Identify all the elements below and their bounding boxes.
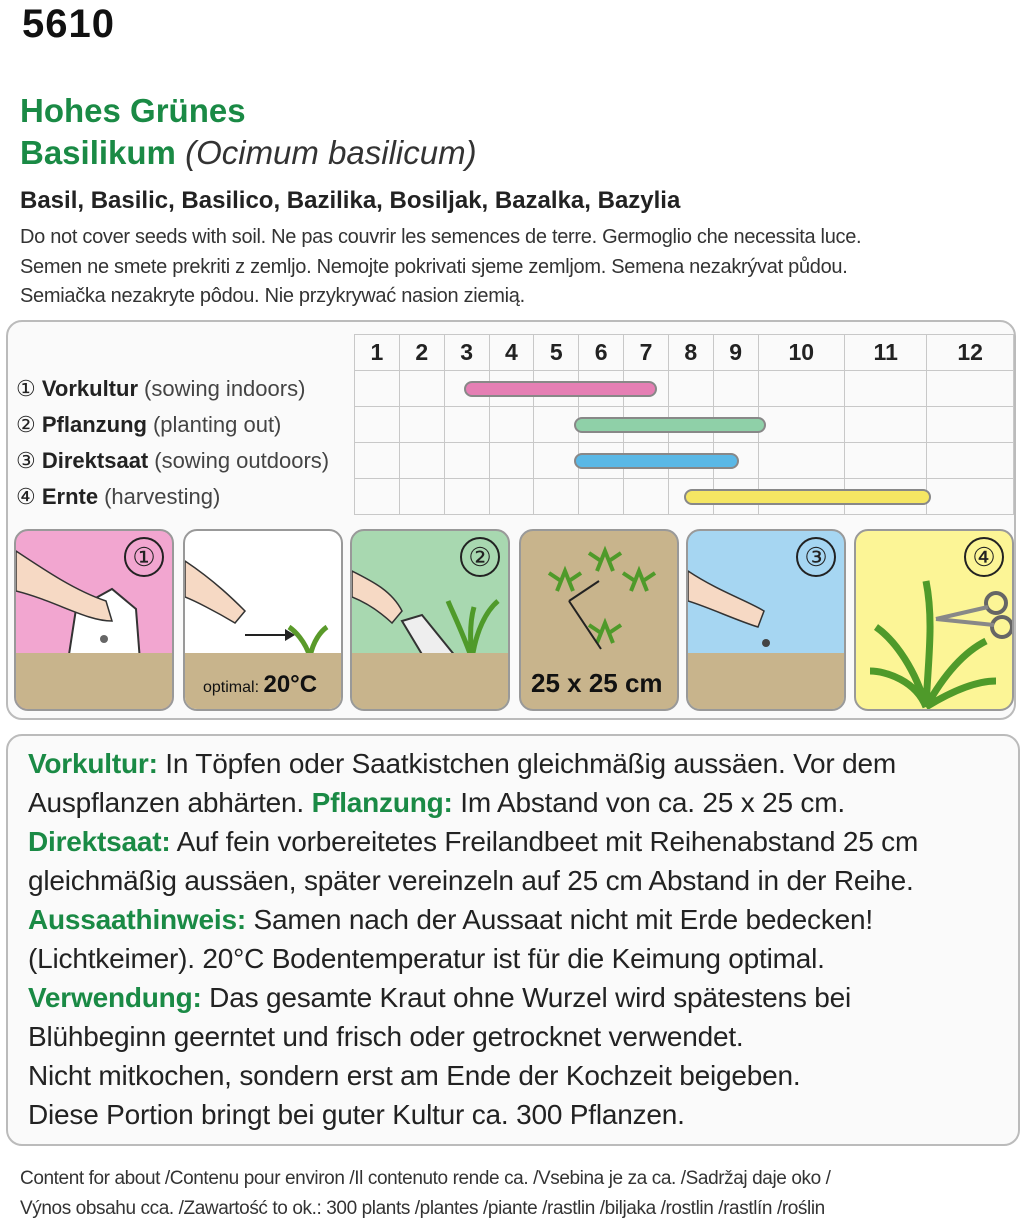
- scissors-harvest-icon: [856, 531, 1014, 711]
- month-12: 12: [927, 335, 1014, 371]
- month-4: 4: [489, 335, 534, 371]
- calendar-bar-pflanzung: [574, 417, 766, 433]
- row-title-en: (harvesting): [104, 483, 221, 509]
- step-number-badge: ③: [796, 537, 836, 577]
- instruction-line-5: [28, 904, 873, 936]
- pictogram-spacing: [519, 529, 679, 711]
- keyword-aussaathinweis: Aussaathinweis:: [28, 904, 246, 935]
- row-label: [12, 443, 355, 479]
- keyword-vorkultur: Vorkultur:: [28, 748, 158, 779]
- row-number: ①: [16, 375, 36, 401]
- month-5: 5: [534, 335, 579, 371]
- row-title-de: Vorkultur: [41, 375, 139, 401]
- month-10: 10: [758, 335, 844, 371]
- product-title-line2: [20, 134, 477, 172]
- calendar-row-pflanzung: [12, 407, 1014, 443]
- calendar-month-row: [12, 335, 1014, 371]
- row-label: [12, 407, 355, 443]
- month-9: 9: [713, 335, 758, 371]
- row-title-en: (sowing outdoors): [154, 447, 330, 473]
- calendar-bar-vorkultur: [464, 381, 656, 397]
- soil-layer: [688, 653, 844, 709]
- instruction-line-6: (Lichtkeimer). 20°C Bodentemperatur ist für die Keimung optimal.: [28, 943, 825, 974]
- temperature-note-label: optimal:: [203, 679, 260, 696]
- sowing-note-2: Semen ne smete prekriti z zemljo. Nemojte pokrivati sjeme zemljom. Semena nezakrývat půdou.: [20, 256, 848, 278]
- month-3: 3: [444, 335, 489, 371]
- row-title-en: (sowing indoors): [144, 375, 306, 401]
- product-code: 5610: [22, 2, 115, 46]
- temperature-note: [203, 671, 317, 699]
- month-8: 8: [668, 335, 713, 371]
- instruction-text: Im Abstand von ca. 25 x 25 cm.: [452, 787, 845, 818]
- instruction-line-1: [28, 748, 896, 780]
- footer-content-line-2: Výnos obsahu cca. /Zawartość to ok.: 300 plants /plantes /piante /rastlin /biljaka /rostlin /rastlín /roślin: [20, 1198, 825, 1219]
- row-title-de: Ernte: [41, 483, 99, 509]
- sowing-calendar: [12, 334, 1014, 515]
- keyword-pflanzung: Pflanzung:: [311, 787, 453, 818]
- step-number-badge: ④: [964, 537, 1004, 577]
- calendar-row-direktsaat: [12, 443, 1014, 479]
- step-number-badge: ②: [460, 537, 500, 577]
- instruction-text: Samen nach der Aussaat nicht mit Erde bedecken!: [245, 904, 873, 935]
- soil-layer: [16, 653, 172, 709]
- temperature-note-value: 20°C: [263, 671, 318, 698]
- instruction-text: Das gesamte Kraut ohne Wurzel wird spätestens bei: [201, 982, 851, 1013]
- row-number: ③: [16, 447, 36, 473]
- instruction-text: In Töpfen oder Saatkistchen gleichmäßig aussäen. Vor dem: [157, 748, 897, 779]
- calendar-bar-ernte: [684, 489, 931, 505]
- instruction-text: Auf fein vorbereitetes Freilandbeet mit Reihenabstand 25 cm: [170, 826, 919, 857]
- product-title-main: Basilikum: [20, 134, 176, 171]
- instruction-line-8: Blühbeginn geerntet und frisch oder getrocknet verwendet.: [28, 1021, 744, 1052]
- row-number: ②: [16, 411, 36, 437]
- spacing-note: 25 x 25 cm: [531, 668, 663, 698]
- instruction-line-3: [28, 826, 918, 858]
- row-number: ④: [16, 483, 36, 509]
- instruction-line-9: Nicht mitkochen, sondern erst am Ende der Kochzeit beigeben.: [28, 1060, 801, 1091]
- month-2: 2: [399, 335, 444, 371]
- pictogram-ernte: [854, 529, 1014, 711]
- instruction-line-2: [28, 787, 845, 819]
- calendar-corner: [12, 335, 355, 371]
- name-translations: Basil, Basilic, Basilico, Bazilika, Bosiljak, Bazalka, Bazylia: [20, 187, 681, 214]
- row-label: [12, 479, 355, 515]
- instruction-text: Auspflanzen abhärten.: [28, 787, 312, 818]
- step-number-badge: ①: [124, 537, 164, 577]
- instruction-line-7: [28, 982, 851, 1014]
- row-title-de: Direktsaat: [41, 447, 149, 473]
- pictogram-direktsaat: [686, 529, 846, 711]
- pictogram-pflanzung: [350, 529, 510, 711]
- instruction-line-10: Diese Portion bringt bei guter Kultur ca. 300 Pflanzen.: [28, 1099, 685, 1130]
- instructions-panel: [6, 734, 1020, 1146]
- keyword-verwendung: Verwendung:: [28, 982, 202, 1013]
- latin-name: (Ocimum basilicum): [185, 134, 477, 171]
- keyword-direktsaat: Direktsaat:: [28, 826, 171, 857]
- soil-layer: [352, 653, 508, 709]
- row-label: [12, 371, 355, 407]
- month-6: 6: [579, 335, 624, 371]
- instruction-line-4: gleichmäßig aussäen, später vereinzeln auf 25 cm Abstand in der Reihe.: [28, 865, 914, 896]
- pictogram-germination: [183, 529, 343, 711]
- calendar-bar-direktsaat: [574, 453, 739, 469]
- sowing-note-1: Do not cover seeds with soil. Ne pas couvrir les semences de terre. Germoglio che necessita luce.: [20, 226, 862, 248]
- product-title-line1: Hohes Grünes: [20, 92, 246, 129]
- footer-content-line-1: Content for about /Contenu pour environ /Il contenuto rende ca. /Vsebina je za ca. /Sadržaj daje oko /: [20, 1168, 831, 1189]
- month-1: 1: [355, 335, 400, 371]
- sowing-note-3: Semiačka nezakryte pôdou. Nie przykrywać nasion ziemią.: [20, 285, 525, 307]
- row-title-de: Pflanzung: [41, 411, 147, 437]
- month-7: 7: [624, 335, 669, 371]
- month-11: 11: [845, 335, 927, 371]
- pictogram-vorkultur: [14, 529, 174, 711]
- row-title-en: (planting out): [152, 411, 282, 437]
